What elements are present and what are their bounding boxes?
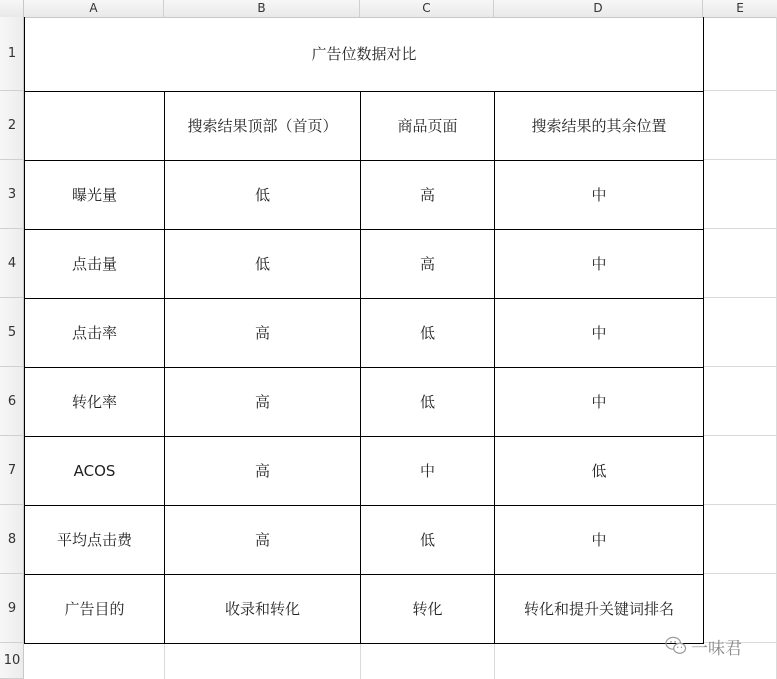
column-header-bar (0, 0, 777, 18)
column-header-a[interactable]: A (24, 0, 164, 17)
data-cell[interactable]: 高 (165, 367, 361, 436)
data-cell[interactable]: 低 (361, 505, 495, 574)
gridline (703, 228, 777, 229)
data-cell[interactable]: 中 (495, 298, 704, 367)
table-row (25, 436, 704, 505)
data-cell[interactable]: 收录和转化 (165, 574, 361, 643)
data-cell[interactable]: 中 (495, 229, 704, 298)
gridline (703, 366, 777, 367)
row-header-8[interactable]: 8 (0, 505, 24, 574)
table-row (25, 505, 704, 574)
gridline (703, 297, 777, 298)
row-header-7[interactable]: 7 (0, 436, 24, 505)
gridline (703, 159, 777, 160)
data-cell[interactable]: 低 (165, 229, 361, 298)
row-header-bar (0, 17, 24, 679)
watermark-text: 一味君 (691, 638, 742, 659)
gridline (164, 643, 165, 679)
data-cell[interactable]: 高 (165, 505, 361, 574)
gridline (703, 504, 777, 505)
data-cell[interactable]: 中 (495, 367, 704, 436)
row-header-3[interactable]: 3 (0, 160, 24, 229)
row-header-6[interactable]: 6 (0, 367, 24, 436)
row-header-9[interactable]: 9 (0, 574, 24, 643)
data-cell[interactable]: 低 (361, 298, 495, 367)
data-cell[interactable]: 转化和提升关键词排名 (495, 574, 704, 643)
header-cell-d2[interactable]: 搜索结果的其余位置 (495, 91, 704, 160)
data-cell[interactable]: 高 (361, 160, 495, 229)
row-header-5[interactable]: 5 (0, 298, 24, 367)
select-all-corner[interactable] (0, 0, 24, 17)
row-header-1[interactable]: 1 (0, 17, 24, 91)
table-row (25, 160, 704, 229)
watermark (665, 632, 760, 660)
row-header-4[interactable]: 4 (0, 229, 24, 298)
gridline (360, 643, 361, 679)
data-cell[interactable]: 高 (165, 436, 361, 505)
column-header-c[interactable]: C (360, 0, 494, 17)
table-row (25, 298, 704, 367)
wechat-icon (665, 636, 687, 656)
gridline (494, 643, 495, 679)
table-row (25, 574, 704, 643)
data-cell[interactable]: 中 (495, 505, 704, 574)
table-row (25, 229, 704, 298)
row-header-10[interactable]: 10 (0, 643, 24, 679)
gridline (703, 573, 777, 574)
row-label-cell[interactable]: 转化率 (25, 367, 165, 436)
row-label-cell[interactable]: 平均点击费 (25, 505, 165, 574)
row-label-cell[interactable]: 点击量 (25, 229, 165, 298)
gridline (703, 90, 777, 91)
data-cell[interactable]: 中 (361, 436, 495, 505)
data-cell[interactable]: 高 (361, 229, 495, 298)
column-header-e[interactable]: E (736, 1, 744, 15)
comparison-table (24, 17, 704, 644)
row-label-cell[interactable]: ACOS (25, 436, 165, 505)
row-label-cell[interactable]: 广告目的 (25, 574, 165, 643)
data-cell[interactable]: 低 (361, 367, 495, 436)
gridline (703, 435, 777, 436)
header-cell-c2[interactable]: 商品页面 (361, 91, 495, 160)
data-cell[interactable]: 低 (495, 436, 704, 505)
header-cell-a2[interactable] (25, 91, 165, 160)
column-header-d[interactable]: D (494, 0, 703, 17)
row-label-cell[interactable]: 点击率 (25, 298, 165, 367)
row-header-2[interactable]: 2 (0, 91, 24, 160)
data-cell[interactable]: 转化 (361, 574, 495, 643)
data-cell[interactable]: 中 (495, 160, 704, 229)
column-header-b[interactable]: B (164, 0, 360, 17)
data-cell[interactable]: 低 (165, 160, 361, 229)
row-label-cell[interactable]: 曝光量 (25, 160, 165, 229)
table-title-cell[interactable]: 广告位数据对比 (25, 17, 704, 91)
data-cell[interactable]: 高 (165, 298, 361, 367)
table-row (25, 367, 704, 436)
header-cell-b2[interactable]: 搜索结果顶部（首页） (165, 91, 361, 160)
